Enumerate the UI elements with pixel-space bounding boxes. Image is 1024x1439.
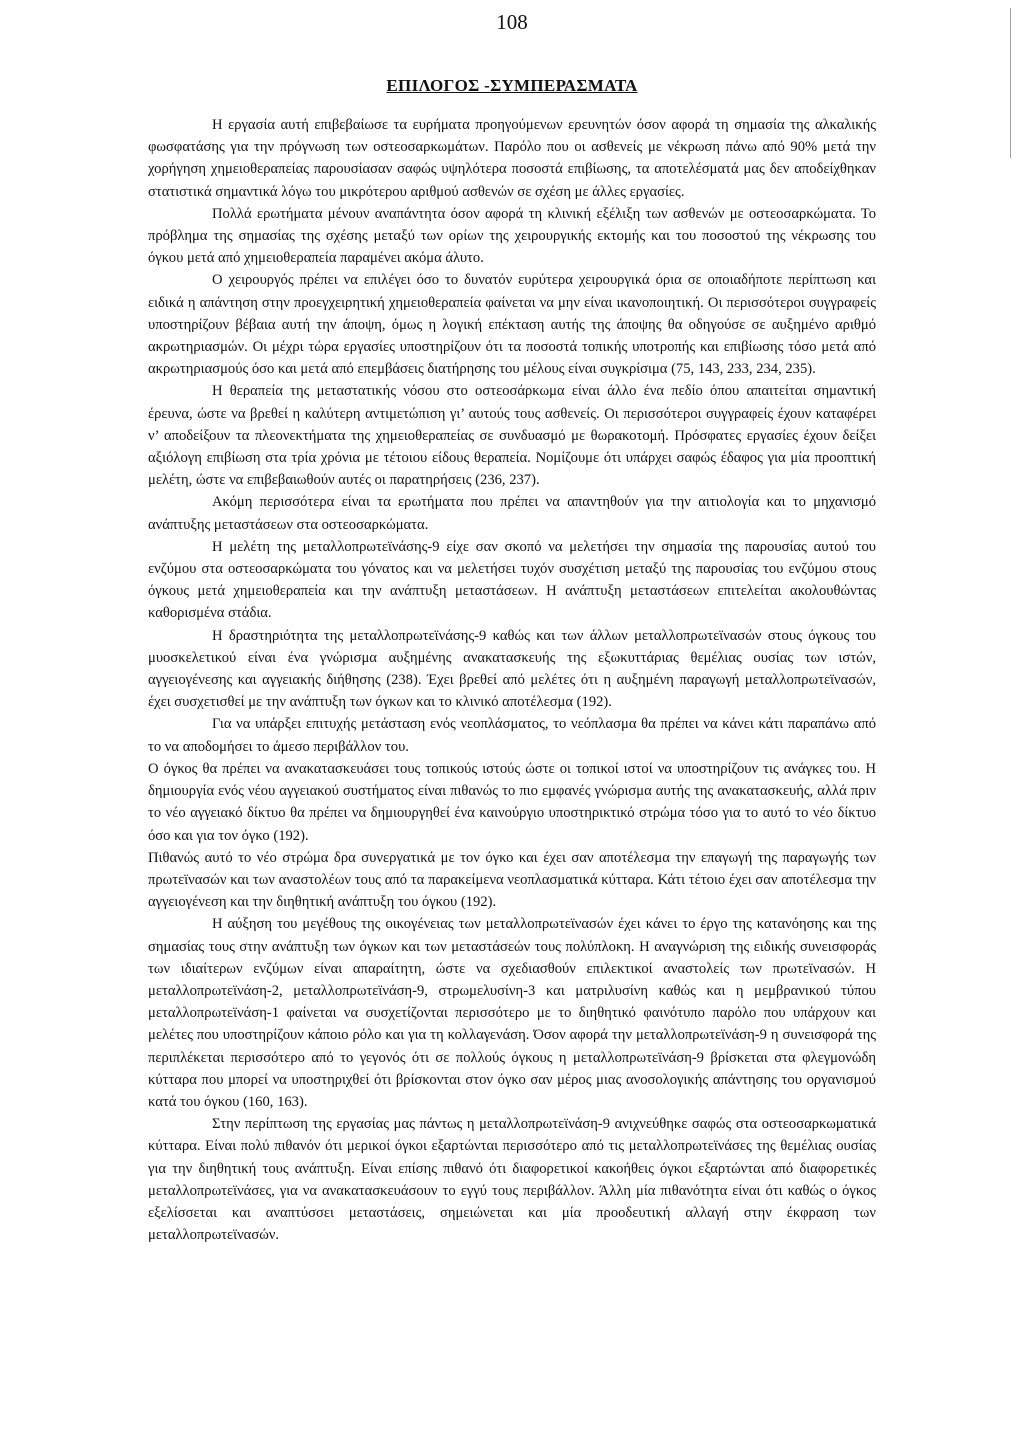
paragraph: Η μελέτη της μεταλλοπρωτεϊνάσης-9 είχε σαν σκοπό να μελετήσει την σημασία της παρουσίας αυτού του ενζύμου στα οστεοσαρκώματα του γόνατος και να μελετήσει τυχόν συσχέτιση μεταξύ της παρουσίας του ενζύμου στους όγκους μετά χημειοθεραπεία και την ανάπτυξη μεταστάσεων. Η ανάπτυξη μεταστάσεων επιτελείται ακολουθώντας καθορισμένα στάδια.	[148, 538, 876, 622]
paragraph: Η εργασία αυτή επιβεβαίωσε τα ευρήματα προηγούμενων ερευνητών όσον αφορά τη σημασία της αλκαλικής φωσφατάσης για την πρόγνωση των οστεοσαρκωμάτων. Παρόλο που οι ασθενείς με νέκρωση πάνω από 90% μετά την χορήγηση χημειοθεραπείας παρουσίασαν σαφώς υψηλότερα ποσοστά επιβίωσης, τα αποτελέσματά μας δεν αποδείχθηκαν στατιστικά σημαντικά λόγω του μικρότερου αριθμού ασθενών σε σχέση με άλλες εργασίες.	[148, 117, 876, 200]
paragraph: Ο όγκος θα πρέπει να ανακατασκευάσει τους τοπικούς ιστούς ώστε οι τοπικοί ιστοί να υποστηρίζουν τις ανάγκες του. Η δημιουργία ενός νέου αγγειακού συστήματος είναι πιθανώς το πιο εμφανές γνώρισμα αυτής της ανακατασκευής, αλλά πριν το νέο αγγειακό δίκτυο θα πρέπει να δημιουργηθεί ένα καινούργιο υποστηρικτικό στρώμα τόσο για το αυτό το νέο δίκτυο όσο και για τον όγκο (192).	[148, 760, 876, 844]
paragraph: Ο χειρουργός πρέπει να επιλέγει όσο το δυνατόν ευρύτερα χειρουργικά όρια σε οποιαδήποτε περίπτωση και ειδικά η απάντηση στην προεγχειρητική χημειοθεραπεία φαίνεται να μην είναι ικανοποιητική. Οι περισσότεροι συγγραφείς υποστηρίζουν βέβαια αυτή την άποψη, όμως η λογική επέκταση αυτής της άποψης θα οδηγούσε σε αυξημένο αριθμό ακρωτηριασμών. Οι μέχρι τώρα εργασίες υποστηρίζουν ότι τα ποσοστά τοπικής υποτροπής και επιβίωσης τόσο μετά από ακρωτηριασμούς όσο και μετά από επεμβάσεις διατήρησης του μέλους είναι συγκρίσιμα (75, 143, 233, 234, 235).	[148, 272, 876, 378]
scan-margin-mark	[1010, 8, 1011, 158]
paragraph: Η θεραπεία της μεταστατικής νόσου στο οστεοσάρκωμα είναι άλλο ένα πεδίο όπου απαιτείται σημαντική έρευνα, ώστε να βρεθεί η καλύτερη αντιμετώπιση γι’ αυτούς τους ασθενείς. Οι περισσότεροι συγγραφείς έχουν καταφέρει ν’ αποδείξουν τα πλεονεκτήματα της χημειοθεραπείας σε συνδυασμό με θωρακοτομή. Πρόσφατες εργασίες έχουν δείξει αξιόλογη επιβίωση στα τρία χρόνια με τέτοιου είδους θεραπεία. Νομίζουμε ότι υπάρχει σαφώς έδαφος για μία προοπτική μελέτη, ώστε να επιβεβαιωθούν αυτές οι παρατηρήσεις (236, 237).	[148, 383, 876, 489]
page-number: 108	[496, 10, 528, 34]
page-title: ΕΠΙΛΟΓΟΣ -ΣΥΜΠΕΡΑΣΜΑΤΑ	[386, 76, 638, 95]
paragraph: Η δραστηριότητα της μεταλλοπρωτεϊνάσης-9 καθώς και των άλλων μεταλλοπρωτεϊνασών στους όγκους του μυοσκελετικού είναι ένα γνώρισμα αυξημένης ανακατασκευής της εξωκυττάριας θεμέλιας ουσίας των ιστών, αγγειογένεσης και αγγειακής διήθησης (238). Έχει βρεθεί από μελέτες ότι η αυξημένη παραγωγή μεταλλοπρωτεϊνασών, έχει συσχετισθεί με την ανάπτυξη των όγκων και το κλινικό αποτέλεσμα (192).	[148, 627, 876, 711]
paragraph: Η αύξηση του μεγέθους της οικογένειας των μεταλλοπρωτεϊνασών έχει κάνει το έργο της κατανόησης και της σημασίας τους στην ανάπτυξη των όγκων και των μεταστάσεών τους πολύπλοκη. Η αναγνώριση της ειδικής συνεισφοράς των ιδιαίτερων ενζύμων είναι απαραίτητη, ώστε να σχεδιασθούν επιλεκτικοί αναστολείς των πρωτεϊνασών. Η μεταλλοπρωτεϊνάση-2, μεταλλοπρωτεϊνάση-9, στρωμελυσίνη-3 και ματριλυσίνη καθώς και η μεμβρανικού τύπου μεταλλοπρωτεϊνάση-1 φαίνεται να συσχετίζονται περισσότερο με το διηθητικό φαινότυπο παρόλο που υπάρχουν και μελέτες που υποστηρίζουν κάποιο ρόλο και για τη κολλαγενάση. Όσον αφορά την μεταλλοπρωτεϊνάση-9 η συνεισφορά της περιπλέκεται περισσότερο από το γεγονός ότι σε πολλούς όγκους η μεταλλοπρωτεϊνάση-9 βρίσκεται στα φλεγμονώδη κύτταρα που μπορεί να υποστηριχθεί ότι βρίσκονται στον όγκο σαν μέρος μιας ανοσολογικής απάντησης του οργανισμού κατά του όγκου (160, 163).	[148, 916, 876, 1110]
paragraph: Στην περίπτωση της εργασίας μας πάντως η μεταλλοπρωτεϊνάση-9 ανιχνεύθηκε σαφώς στα οστεοσαρκωματικά κύτταρα. Είναι πολύ πιθανόν ότι μερικοί όγκοι εξαρτώνται περισσότερο από τις μεταλλοπρωτεϊνάσες της θεμέλιας ουσίας για την διηθητική τους ανάπτυξη. Είναι επίσης πιθανό ότι διαφορετικοί κακοήθεις όγκοι εξαρτώνται από διαφορετικές μεταλλοπρωτεϊνάσες, για να ανακατασκευάσουν το εγγύ τους περιβάλλον. Άλλη μία πιθανότητα είναι ότι καθώς ο όγκος εξελίσσεται και αναπτύσσει μεταστάσεις, σημειώνεται και μία προοδευτική αλλαγή στην έκφραση των μεταλλοπρωτεϊνασών.	[148, 1116, 876, 1244]
document-body	[148, 114, 876, 1246]
paragraph: Για να υπάρξει επιτυχής μετάσταση ενός νεοπλάσματος, το νεόπλασμα θα πρέπει να κάνει κάτι παραπάνω από το να αποδομήσει το άμεσο περιβάλλον του.	[148, 716, 876, 755]
paragraph: Πιθανώς αυτό το νέο στρώμα δρα συνεργατικά με τον όγκο και έχει σαν αποτέλεσμα την επαγωγή της παραγωγής των πρωτεϊνασών και των αναστολέων τους από τα παρακείμενα νεοπλασματικά κύτταρα. Κάτι τέτοιο έχει σαν αποτέλεσμα την αγγειογένεση και την διηθητική ανάπτυξη του όγκου (192).	[148, 849, 876, 911]
paragraph: Ακόμη περισσότερα είναι τα ερωτήματα που πρέπει να απαντηθούν για την αιτιολογία και το μηχανισμό ανάπτυξης μεταστάσεων στα οστεοσαρκώματα.	[148, 494, 876, 533]
paragraph: Πολλά ερωτήματα μένουν αναπάντητα όσον αφορά τη κλινική εξέλιξη των ασθενών με οστεοσαρκώματα. Το πρόβλημα της σημασίας της σχέσης μεταξύ των ορίων της χειρουργικής εκτομής και του ποσοστού της νέκρωσης του όγκου μετά από χημειοθεραπεία παραμένει ακόμα άλυτο.	[148, 205, 876, 267]
